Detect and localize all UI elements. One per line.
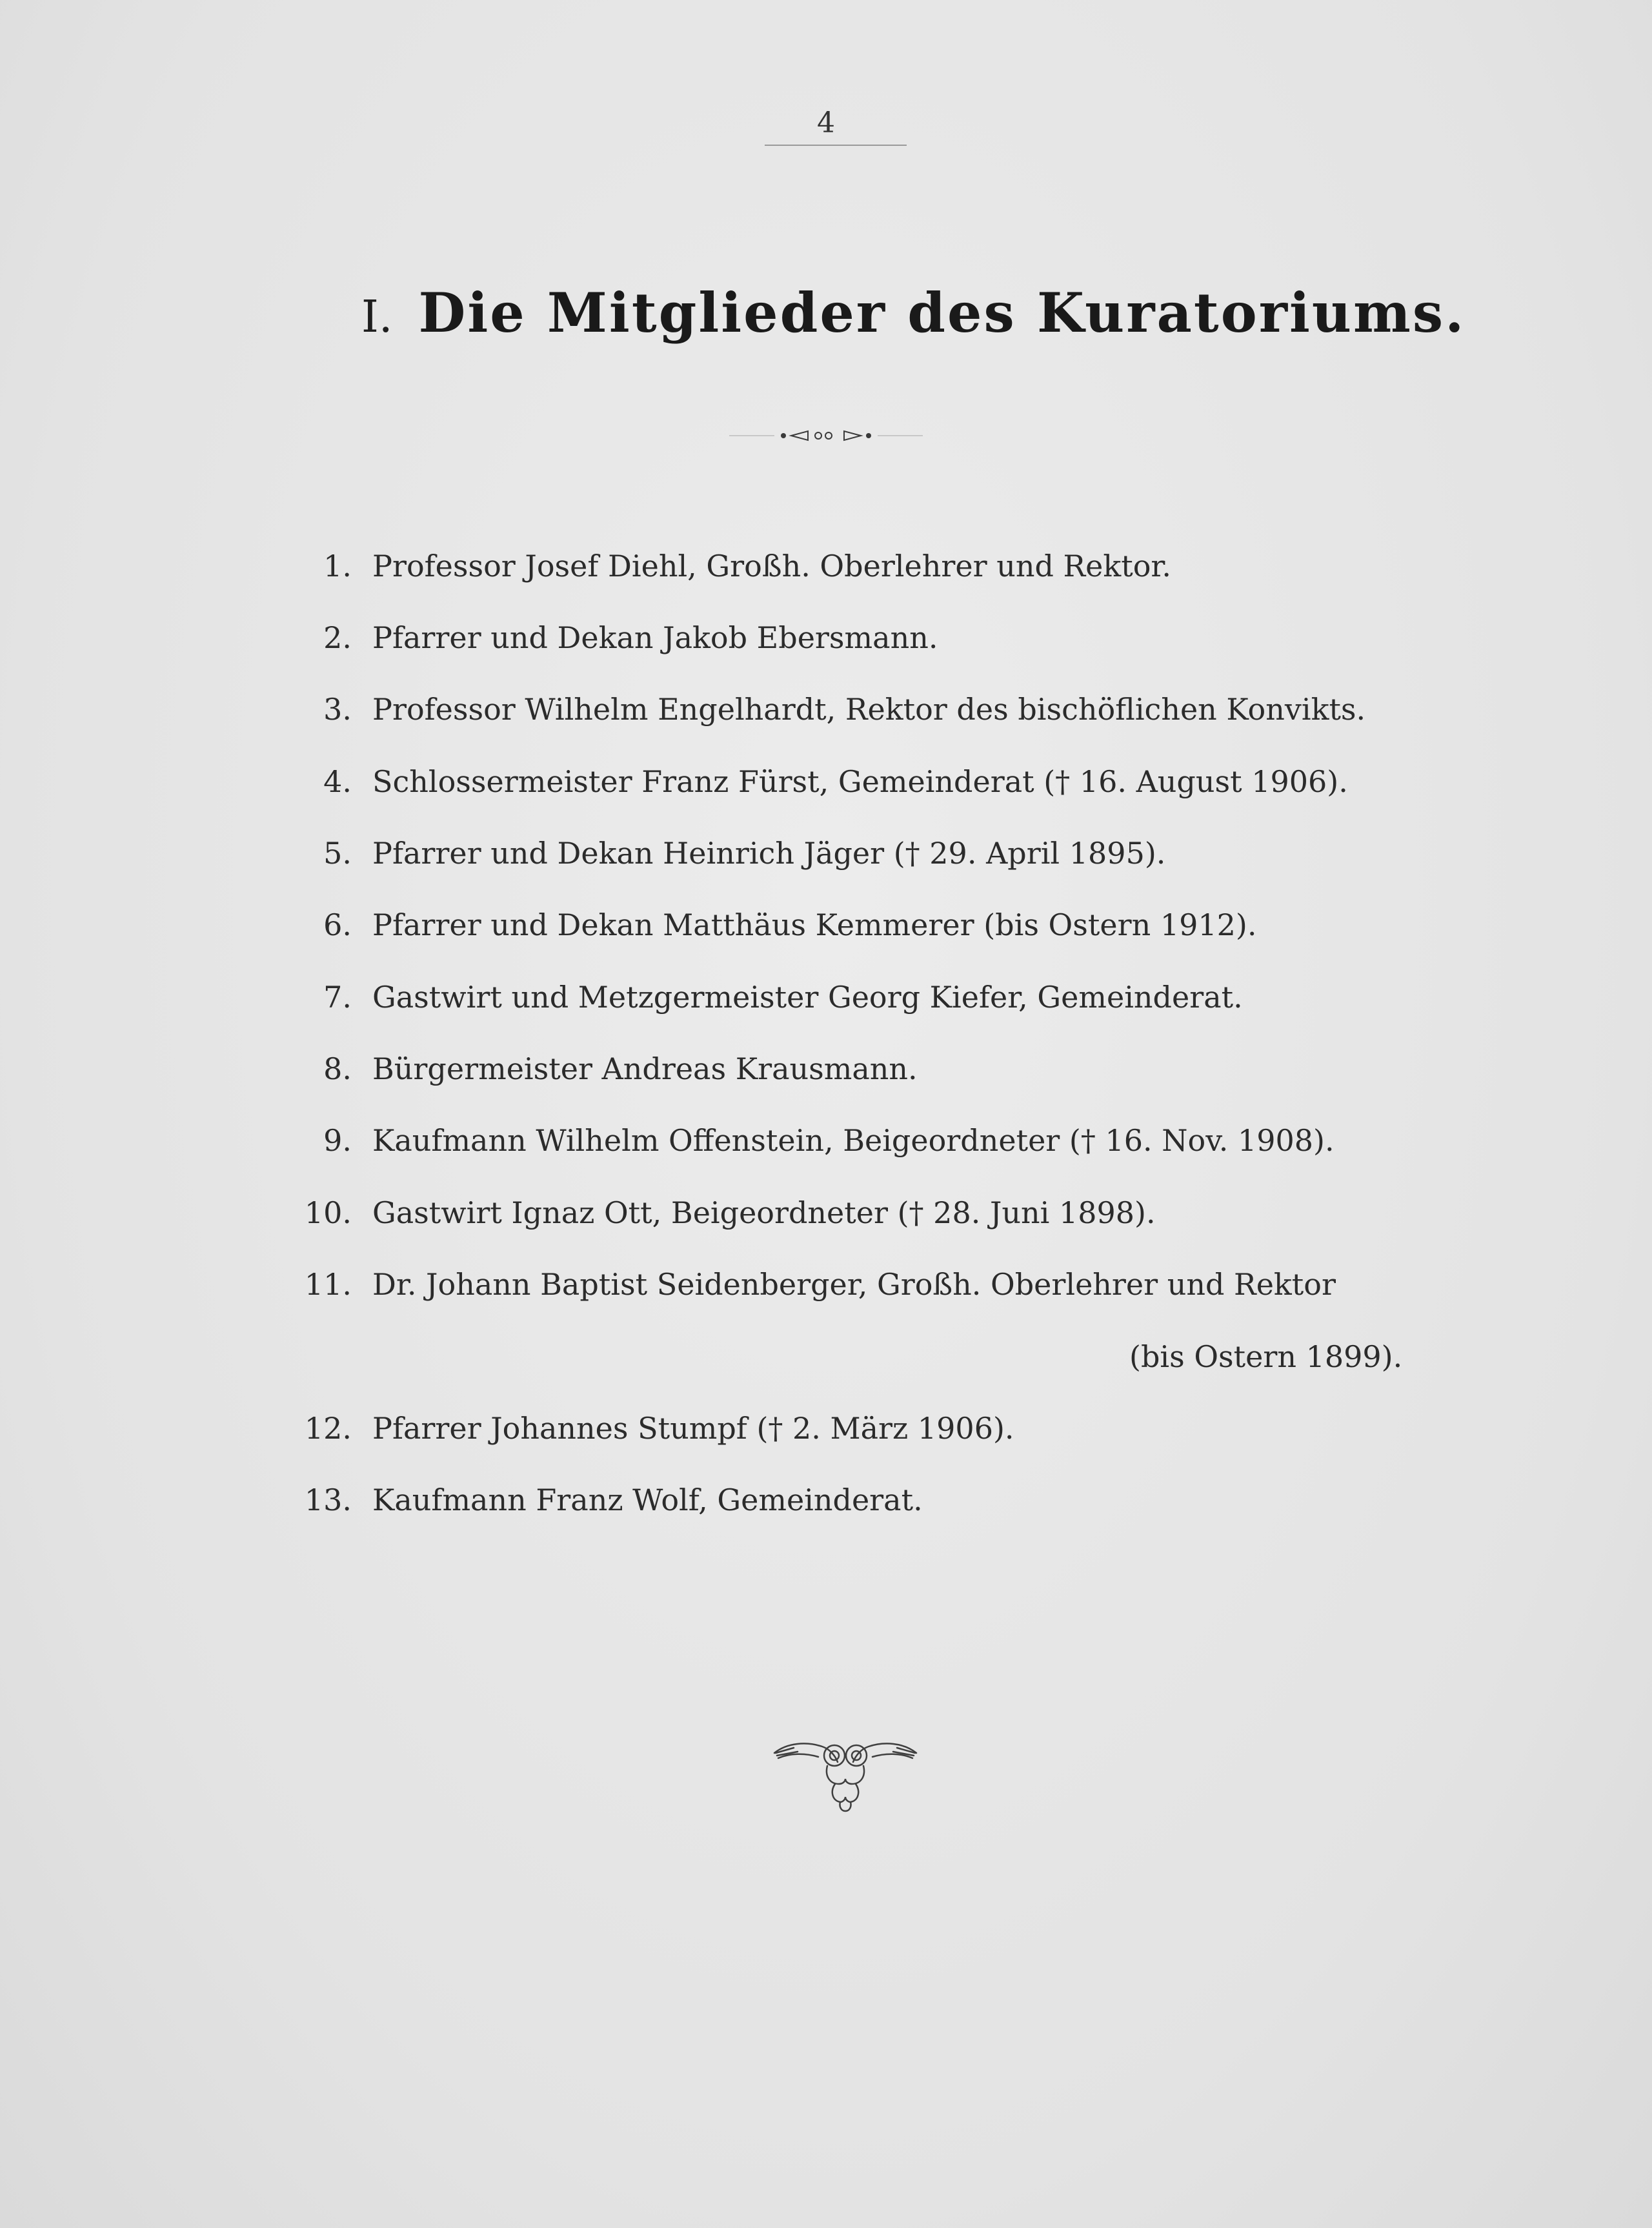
list-item-text: Bürgermeister Andreas Krausmann. xyxy=(372,1051,918,1086)
list-item xyxy=(284,549,1510,594)
list-item-number: 5. xyxy=(323,836,352,871)
list-item-text: Pfarrer und Dekan Heinrich Jäger († 29. April 1895). xyxy=(372,836,1166,871)
list-item-number: 11. xyxy=(304,1267,352,1302)
list-item-number: 6. xyxy=(323,907,352,942)
section-title: Die Mitglieder des Kuratoriums. xyxy=(418,281,1466,345)
list-item xyxy=(284,1195,1510,1241)
list-item xyxy=(284,836,1510,881)
list-item xyxy=(284,692,1510,737)
list-item-number: 9. xyxy=(323,1123,352,1158)
list-item-number: 7. xyxy=(323,980,352,1015)
list-item-text: Pfarrer und Dekan Jakob Ebersmann. xyxy=(372,620,938,655)
list-item xyxy=(284,1483,1510,1528)
list-item-number: 12. xyxy=(304,1411,352,1446)
list-item-number: 3. xyxy=(323,692,352,727)
list-item-text: Dr. Johann Baptist Seidenberger, Großh. Oberlehrer und Rektor xyxy=(372,1267,1336,1302)
list-item-text: Professor Wilhelm Engelhardt, Rektor des bischöflichen Konvikts. xyxy=(372,692,1366,727)
list-item xyxy=(284,764,1510,809)
list-item-text: Kaufmann Wilhelm Offenstein, Beigeordneter († 16. Nov. 1908). xyxy=(372,1123,1335,1158)
list-item-text: Professor Josef Diehl, Großh. Oberlehrer und Rektor. xyxy=(372,549,1171,583)
section-numeral: I. xyxy=(361,292,393,343)
list-item xyxy=(284,980,1510,1025)
list-item-text: Schlossermeister Franz Fürst, Gemeinderat († 16. August 1906). xyxy=(372,764,1348,799)
list-item-text: Pfarrer und Dekan Matthäus Kemmerer (bis Ostern 1912). xyxy=(372,907,1257,942)
list-item-number: 10. xyxy=(304,1195,352,1230)
list-item-text: Gastwirt und Metzgermeister Georg Kiefer, Gemeinderat. xyxy=(372,980,1243,1015)
list-item-text: Pfarrer Johannes Stumpf († 2. März 1906). xyxy=(372,1411,1014,1446)
list-item xyxy=(284,620,1510,665)
list-item xyxy=(284,1123,1510,1168)
list-item xyxy=(284,907,1510,953)
list-item xyxy=(284,1051,1510,1097)
list-item-number: 8. xyxy=(323,1051,352,1086)
list-item-number: 2. xyxy=(323,620,352,655)
list-item-text: Kaufmann Franz Wolf, Gemeinderat. xyxy=(372,1483,923,1517)
list-item-number: 4. xyxy=(323,764,352,799)
list-item-continuation: (bis Ostern 1899). xyxy=(1129,1339,1403,1374)
list-item-text: Gastwirt Ignaz Ott, Beigeordneter († 28. Juni 1898). xyxy=(372,1195,1156,1230)
floral-ornament-icon xyxy=(768,1730,923,1814)
page-number: 4 xyxy=(817,106,835,139)
list-item-number: 13. xyxy=(304,1483,352,1517)
list-item xyxy=(284,1267,1510,1312)
list-item-number: 1. xyxy=(323,549,352,583)
list-item xyxy=(284,1411,1510,1456)
